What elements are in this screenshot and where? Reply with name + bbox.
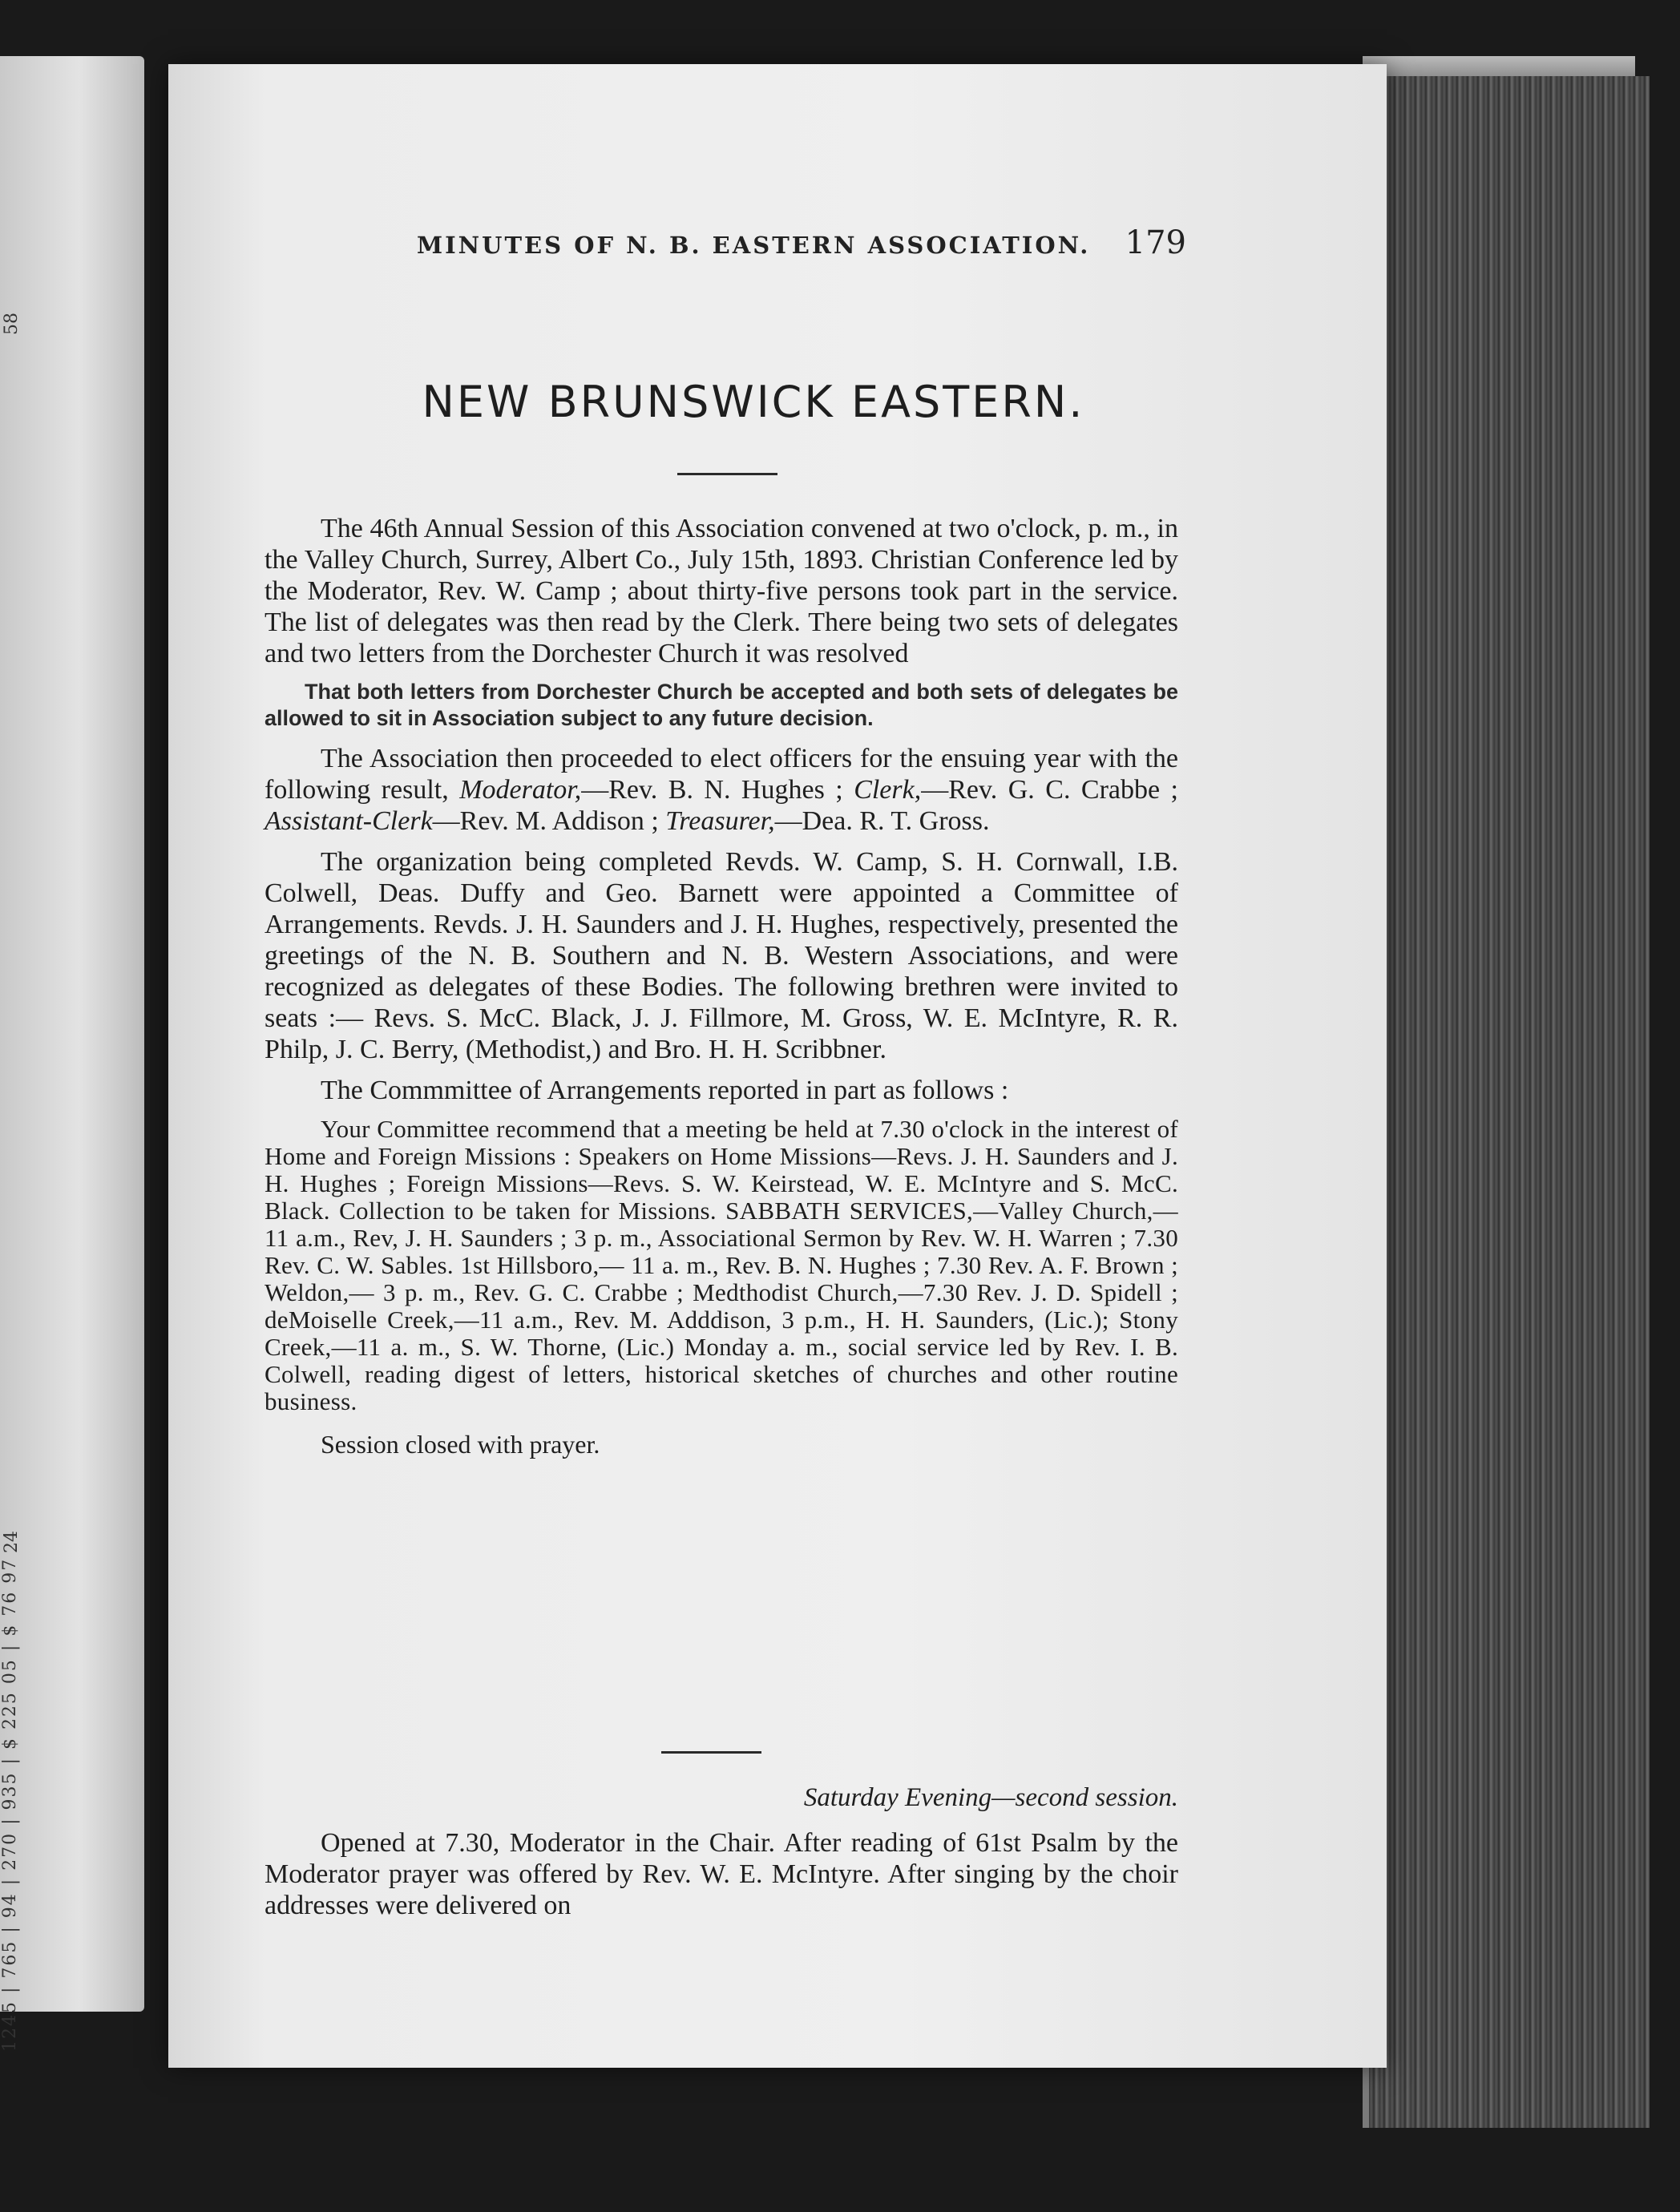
moderator-label: Moderator,	[459, 775, 582, 805]
moderator-name: —Rev. B. N. Hughes ;	[581, 775, 854, 805]
book-edge	[1363, 76, 1650, 2128]
margin-figures: 1245 | 765 | 94 | 270 | 935 | $ 225 05 | $ 76 97	[0, 1557, 20, 2052]
margin-number-lower: 24	[2, 1531, 22, 1553]
paragraph-officers	[265, 743, 1178, 837]
running-title: MINUTES OF N. B. EASTERN ASSOCIATION.	[417, 232, 1091, 259]
margin-number-top: 58	[2, 313, 22, 335]
body-upper	[265, 513, 1178, 1460]
page-title: NEW BRUNSWICK EASTERN.	[422, 377, 1085, 427]
officers-intro: The Association then proceeded to elect officers for the ensuing year with the following result,	[265, 744, 1178, 805]
paragraph-opening: The 46th Annual Session of this Association convened at two o'clock, p. m., in the Valley Church, Surrey, Albert Co., July 15th, 1893. Christian Conference led by the Moderator, Rev. W. Camp ; about thirty-five persons took part in the service. The list of delegates was then read by the Clerk. There being two sets of delegates and two letters from the Dorchester Church it was resolved	[265, 514, 1178, 668]
clerk-name: —Rev. G. C. Crabbe ;	[921, 775, 1179, 805]
treasurer-name: —Dea. R. T. Gross.	[774, 806, 990, 836]
paragraph-committee: The Commmittee of Arrangements reported in part as follows :	[321, 1076, 1009, 1105]
body-lower	[265, 1827, 1178, 1931]
assistant-clerk-name: —Rev. M. Addison ;	[432, 806, 666, 836]
paragraph-organization: The organization being completed Revds. W. Camp, S. H. Cornwall, I.B. Colwell, Deas. Duffy and Geo. Barnett were appointed a Committee of Arrangements. Revds. J. H. Saunders and J. H. Hughes, respectively, presented the greetings of the N. B. Southern and N. B. Western Associations, and were recognized as delegates of these Bodies. The following brethren were invited to seats :— Revs. S. McC. Black, J. J. Fillmore, M. Gross, W. E. McIntyre, R. R. Philp, J. C. Berry, (Methodist,) and Bro. H. H. Scribbner.	[265, 847, 1178, 1064]
committee-report: Your Committee recommend that a meeting be held at 7.30 o'clock in the interest of Home and Foreign Missions : Speakers on Home Missions—Revs. J. H. Saunders and J. H. Hughes ; Foreign Missions—Revs. S. W. Keirstead, W. E. McIntyre and S. McC. Black. Collection to be taken for Missions. SABBATH SERVICES,—Valley Church,—11 a.m., Rev, J. H. Saunders ; 3 p. m., Associational Sermon by Rev. W. H. Warren ; 7.30 Rev. C. W. Sables. 1st Hillsboro,— 11 a. m., Rev. B. N. Hughes ; 7.30 Rev. A. F. Brown ; Weldon,— 3 p. m., Rev. G. C. Crabbe ; Medthodist Church,—7.30 Rev. J. D. Spidell ; deMoiselle Creek,—11 a.m., Rev. M. Adddison, 3 p.m., H. H. Saunders, (Lic.); Stony Creek,—11 a. m., S. W. Thorne, (Lic.) Monday a. m., social service led by Rev. I. B. Colwell, reading digest of letters, historical sketches of churches and other routine business.	[265, 1115, 1178, 1415]
running-head	[417, 224, 1186, 261]
margin-strip	[0, 48, 32, 2052]
session-closed: Session closed with prayer.	[321, 1430, 600, 1459]
clerk-label: Clerk,	[854, 775, 922, 805]
section-rule	[661, 1751, 761, 1754]
treasurer-label: Treasurer,	[665, 806, 775, 836]
page-number: 179	[1125, 224, 1186, 261]
session-heading: Saturday Evening—second session.	[803, 1783, 1178, 1812]
resolution: That both letters from Dorchester Church be accepted and both sets of delegates be allowed to sit in Association subject to any future decision.	[265, 680, 1178, 730]
assistant-clerk-label: Assistant-Clerk	[265, 806, 433, 836]
paragraph-evening: Opened at 7.30, Moderator in the Chair. After reading of 61st Psalm by the Moderator prayer was offered by Rev. W. E. McIntyre. After singing by the choir addresses were delivered on	[265, 1828, 1178, 1920]
title-rule	[677, 473, 777, 475]
